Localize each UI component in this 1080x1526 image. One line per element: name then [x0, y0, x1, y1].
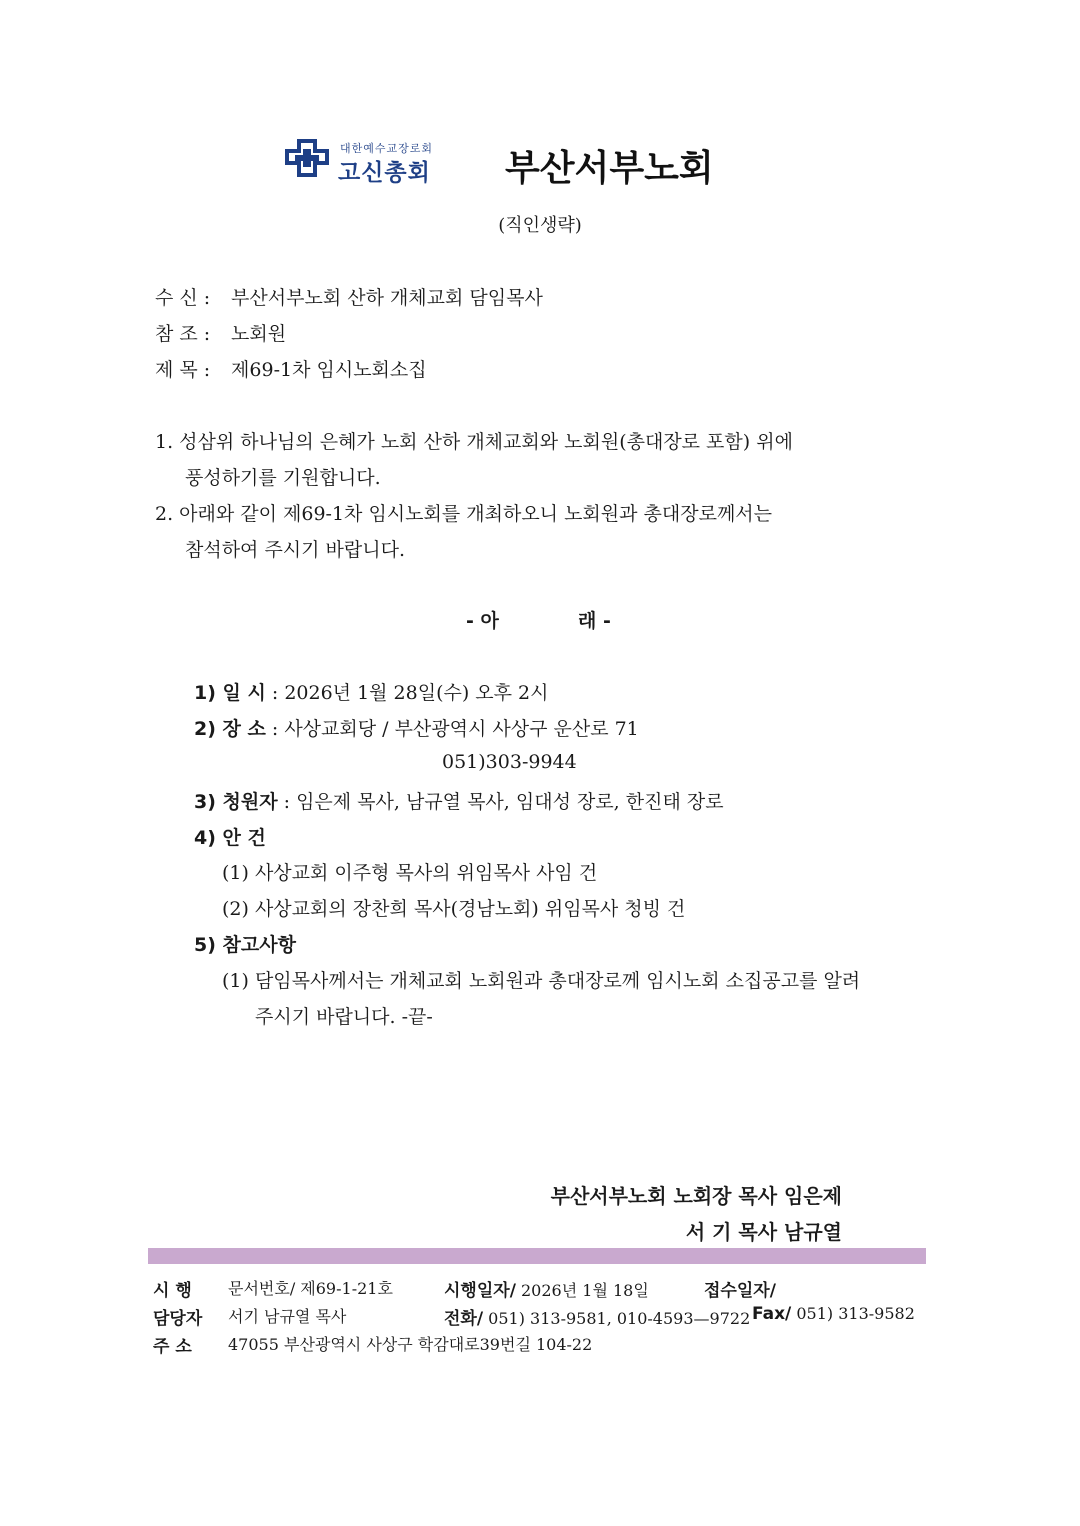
- org-name-small: 대한예수교장로회: [340, 142, 434, 155]
- signature-clerk: 서 기 목사 남규열: [685, 1220, 842, 1244]
- details-heading-right: 래 -: [578, 610, 611, 632]
- agenda-item-2: (2) 사상교회의 장찬희 목사(경남노회) 위임목사 청빙 건: [222, 898, 686, 920]
- footer-recv-date-label: 접수일자/: [704, 1281, 776, 1301]
- detail-agenda-label: 4) 안 건: [194, 827, 266, 849]
- footer-phone-row: [444, 1304, 750, 1329]
- detail-datetime: [194, 678, 549, 705]
- detail-petitioners-label: 3) 청원자: [194, 791, 278, 813]
- detail-place-label: 2) 장 소: [194, 718, 266, 740]
- detail-petitioners-value: : 임은제 목사, 남규열 목사, 임대성 장로, 한진태 장로: [283, 791, 724, 813]
- detail-place: [194, 714, 639, 741]
- footer-exec-date-label: 시행일자/: [444, 1281, 516, 1301]
- signature-moderator: 부산서부노회 노회장 목사 임은제: [550, 1184, 842, 1208]
- footer-address-label: 주 소: [153, 1337, 192, 1357]
- document-title: 부산서부노회: [505, 148, 714, 189]
- recipient-label: 수 신 :: [155, 287, 211, 309]
- paragraph-1-line-2: 풍성하기를 기원합니다.: [185, 467, 381, 489]
- paragraph-2-line-1: 2. 아래와 같이 제69-1차 임시노회를 개최하오니 노회원과 총대장로께서는: [155, 503, 773, 525]
- detail-datetime-value: : 2026년 1월 28일(수) 오후 2시: [271, 682, 549, 704]
- footer-contact-label: 담당자: [153, 1309, 203, 1329]
- org-name-logo: 고신총회: [338, 160, 431, 186]
- footer-divider-bar: [148, 1248, 926, 1264]
- detail-place-value: : 사상교회당 / 부산광역시 사상구 운산로 71: [271, 718, 639, 740]
- paragraph-1-line-1: 1. 성삼위 하나님의 은혜가 노회 산하 개체교회와 노회원(총대장로 포함) 위에: [155, 431, 793, 453]
- footer-exec-row: [153, 1276, 192, 1301]
- footer-fax-label: Fax/: [752, 1304, 792, 1324]
- footer-address-value: 47055 부산광역시 사상구 학감대로39번길 104-22: [228, 1335, 593, 1354]
- footer-phone-label: 전화/: [444, 1309, 484, 1329]
- recipient-value: 부산서부노회 산하 개체교회 담임목사: [231, 287, 543, 309]
- presbyterian-cross-logo-icon: [283, 137, 331, 179]
- notes-item-1-line-2: 주시기 바랍니다. -끝-: [255, 1006, 433, 1028]
- subject-row: [155, 355, 427, 382]
- reference-value: 노회원: [231, 323, 287, 345]
- detail-place-phone: 051)303-9944: [442, 751, 577, 773]
- reference-label: 참 조 :: [155, 323, 211, 345]
- recipient-row: [155, 283, 543, 310]
- seal-omitted-note: (직인생략): [498, 215, 582, 236]
- detail-petitioners: [194, 787, 724, 814]
- notes-item-1-line-1: (1) 담임목사께서는 개체교회 노회원과 총대장로께 임시노회 소집공고를 알려: [222, 970, 861, 992]
- footer-doc-number: 문서번호/ 제69-1-21호: [228, 1279, 393, 1298]
- detail-notes-label: 5) 참고사항: [194, 934, 296, 956]
- footer-recv-date-row: [704, 1276, 776, 1301]
- details-heading-left: - 아: [466, 610, 499, 632]
- footer-exec-label: 시 행: [153, 1281, 192, 1301]
- reference-row: [155, 319, 286, 346]
- subject-label: 제 목 :: [155, 359, 211, 381]
- subject-value: 제69-1차 임시노회소집: [231, 359, 427, 381]
- footer-address-label-row: [153, 1332, 192, 1357]
- footer-exec-date-value: 2026년 1월 18일: [521, 1281, 649, 1300]
- paragraph-2-line-2: 참석하여 주시기 바랍니다.: [185, 539, 406, 561]
- footer-contact-label-row: [153, 1304, 202, 1329]
- footer-fax-value: 051) 313-9582: [796, 1304, 915, 1323]
- detail-datetime-label: 1) 일 시: [194, 682, 266, 704]
- agenda-item-1: (1) 사상교회 이주형 목사의 위임목사 사임 건: [222, 862, 598, 884]
- footer-fax-row: [752, 1304, 915, 1324]
- footer-contact-value: 서기 남규열 목사: [228, 1307, 347, 1326]
- footer-exec-date-row: [444, 1276, 649, 1301]
- footer-phone-value: 051) 313-9581, 010-4593—9722: [488, 1309, 751, 1328]
